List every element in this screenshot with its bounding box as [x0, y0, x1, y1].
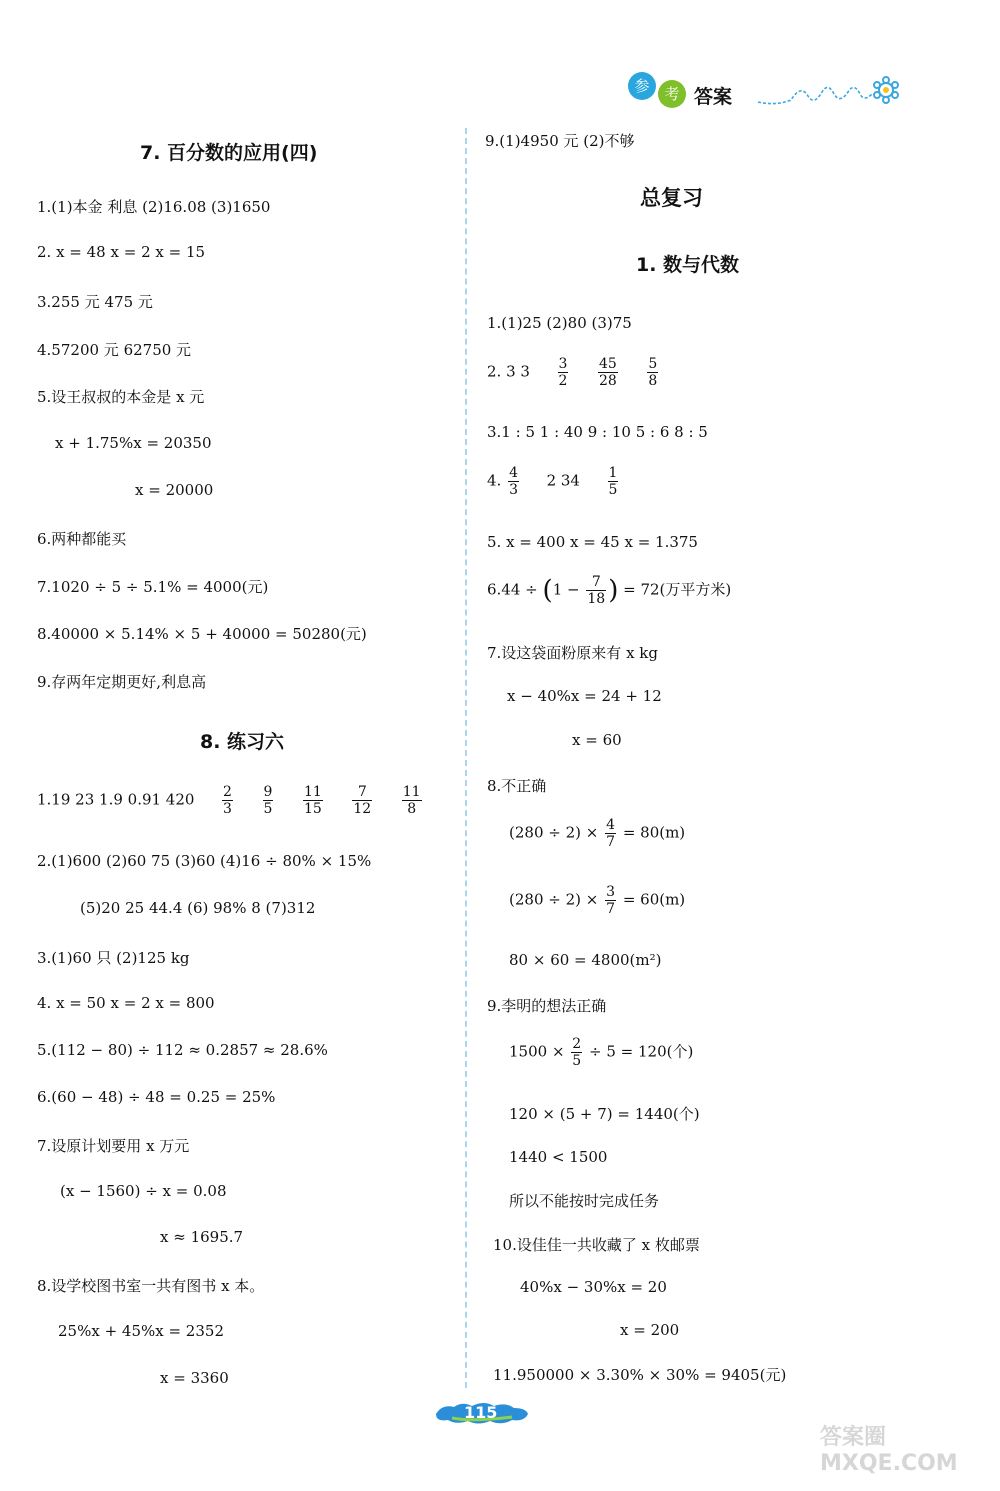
section-1-title: 1. 数与代数: [636, 254, 740, 276]
answer-mid: 2 34: [546, 471, 580, 490]
answer-line: 7.设原计划要用 x 万元: [37, 1137, 190, 1155]
answer-prefix: 1500 ×: [509, 1042, 565, 1061]
answer-line-fractions: [37, 784, 424, 817]
answer-line: 1.(1)25 (2)80 (3)75: [487, 314, 632, 332]
answer-prefix: 4.: [487, 471, 502, 490]
page-number: 115: [464, 1403, 498, 1422]
fraction: $\frac{45}{28}$: [598, 356, 617, 390]
answer-line-fractions: 6.44 ÷ (1 − $\frac{7}{18}$ ) = 72(万平方米): [487, 574, 732, 608]
fraction: $\frac{7}{12}$: [353, 784, 372, 818]
fraction: $\frac{3}{7}$: [606, 884, 616, 918]
answer-line: 2. x = 48 x = 2 x = 15: [37, 243, 206, 261]
equation-line: 1440 < 1500: [509, 1148, 608, 1166]
answer-prefix: 6.44 ÷: [487, 580, 538, 599]
answer-line: 1.(1)本金 利息 (2)16.08 (3)1650: [37, 198, 271, 216]
answer-prefix: 2. 3 3: [487, 362, 530, 381]
answer-line: 2.(1)600 (2)60 75 (3)60 (4)16 ÷ 80% × 15%: [37, 852, 372, 870]
answer-line-fractions: [487, 465, 620, 498]
answer-suffix: = 60(m): [622, 890, 686, 909]
equation-line: 80 × 60 = 4800(m²): [509, 951, 662, 969]
review-title: 总复习: [640, 186, 703, 210]
equation-line: 120 × (5 + 7) = 1440(个): [509, 1105, 700, 1123]
section-7-title: 7. 百分数的应用(四): [140, 142, 318, 164]
answer-line: 3.255 元 475 元: [37, 293, 153, 311]
fraction: $\frac{7}{18}$: [587, 574, 606, 608]
fraction: $\frac{11}{8}$: [402, 784, 421, 818]
equation-line: x − 40%x = 24 + 12: [507, 687, 662, 705]
equation-line-fraction: [509, 884, 685, 917]
answer-line: (5)20 25 44.4 (6) 98% 8 (7)312: [80, 899, 316, 917]
answer-line: 3.1 : 5 1 : 40 9 : 10 5 : 6 8 : 5: [487, 423, 708, 441]
watermark: 答案圈 MXQE.COM: [820, 1425, 958, 1476]
fraction: $\frac{1}{5}$: [608, 465, 618, 499]
answer-prefix: (280 ÷ 2) ×: [509, 890, 599, 909]
fraction: $\frac{4}{3}$: [509, 465, 519, 499]
answer-line: 11.950000 × 3.30% × 30% = 9405(元): [493, 1366, 787, 1384]
header-tag-kao: 考: [658, 80, 686, 108]
fraction: $\frac{11}{15}$: [303, 784, 322, 818]
equation-line: 40%x − 30%x = 20: [520, 1278, 667, 1296]
equation-line: x = 3360: [160, 1369, 229, 1387]
answer-line: 4.57200 元 62750 元: [37, 341, 192, 359]
answer-suffix: = 72(万平方米): [623, 580, 732, 599]
answer-suffix: ÷ 5 = 120(个): [589, 1042, 694, 1061]
answer-line: 9.存两年定期更好,利息高: [37, 673, 207, 691]
answer-line: 9.李明的想法正确: [487, 997, 607, 1015]
answer-line: 5.(112 − 80) ÷ 112 ≈ 0.2857 ≈ 28.6%: [37, 1041, 328, 1059]
fraction: $\frac{9}{5}$: [263, 784, 273, 818]
answer-inner: 1 −: [552, 580, 580, 599]
answer-line: 7.1020 ÷ 5 ÷ 5.1% = 4000(元): [37, 578, 269, 596]
decorative-swirl-icon: [756, 76, 901, 108]
fraction: $\frac{2}{5}$: [572, 1036, 582, 1070]
answer-line: 8.设学校图书室一共有图书 x 本。: [37, 1277, 265, 1295]
answer-line: 7.设这袋面粉原来有 x kg: [487, 644, 658, 662]
answer-line: 5.设王叔叔的本金是 x 元: [37, 388, 205, 406]
answer-suffix: = 80(m): [622, 823, 686, 842]
fraction: $\frac{4}{7}$: [606, 817, 616, 851]
column-divider: [465, 128, 467, 1388]
section-8-title: 8. 练习六: [200, 731, 285, 753]
fraction: $\frac{5}{8}$: [648, 356, 658, 390]
equation-line: x ≈ 1695.7: [160, 1228, 244, 1246]
answer-line: 9.(1)4950 元 (2)不够: [485, 132, 635, 150]
answer-line: 3.(1)60 只 (2)125 kg: [37, 949, 190, 967]
answer-line: 6.两种都能买: [37, 530, 127, 548]
header-title: 答案: [694, 86, 733, 108]
answer-line: 4. x = 50 x = 2 x = 800: [37, 994, 215, 1012]
answer-prefix: (280 ÷ 2) ×: [509, 823, 599, 842]
answer-line: 10.设佳佳一共收藏了 x 枚邮票: [493, 1236, 700, 1254]
equation-line: x = 20000: [135, 481, 214, 499]
fraction: $\frac{3}{2}$: [558, 356, 568, 390]
answer-header: [628, 68, 908, 108]
answer-line: 6.(60 − 48) ÷ 48 = 0.25 = 25%: [37, 1088, 276, 1106]
fraction: $\frac{2}{3}$: [223, 784, 232, 818]
equation-line-fraction: [509, 1036, 693, 1069]
header-tag-can: 参: [628, 72, 656, 100]
equation-line-fraction: [509, 817, 685, 850]
answer-line: 所以不能按时完成任务: [509, 1192, 660, 1210]
answer-prefix: 1.19 23 1.9 0.91 420: [37, 790, 195, 809]
answer-line: 8.不正确: [487, 777, 547, 795]
equation-line: (x − 1560) ÷ x = 0.08: [60, 1182, 227, 1200]
equation-line: x = 60: [572, 731, 622, 749]
answer-line: 5. x = 400 x = 45 x = 1.375: [487, 533, 698, 551]
equation-line: x + 1.75%x = 20350: [55, 434, 212, 452]
equation-line: 25%x + 45%x = 2352: [58, 1322, 224, 1340]
answer-line: 8.40000 × 5.14% × 5 + 40000 = 50280(元): [37, 625, 367, 643]
page-number-badge: [432, 1400, 532, 1426]
equation-line: x = 200: [620, 1321, 680, 1339]
answer-line-fractions: [487, 356, 660, 389]
